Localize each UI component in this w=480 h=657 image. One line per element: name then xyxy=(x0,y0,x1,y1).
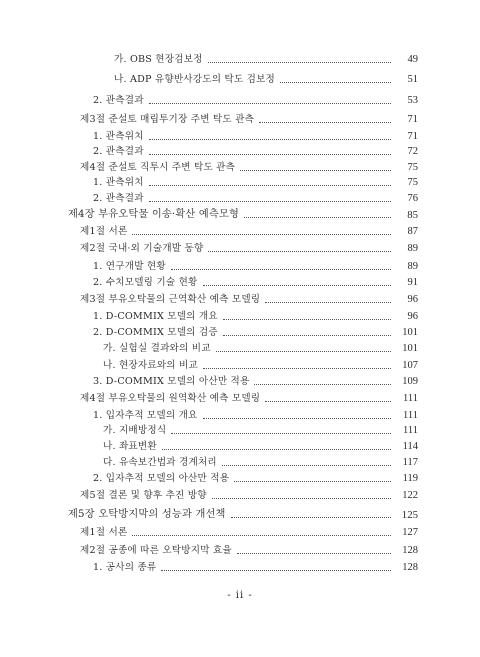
toc-entry xyxy=(93,307,418,323)
toc-entry-label: 1. 공사의 종류 xyxy=(93,562,157,573)
toc-leader-dots xyxy=(265,401,391,402)
toc-entry xyxy=(80,541,418,557)
toc-entry xyxy=(80,222,418,238)
toc-entry-page: 89 xyxy=(407,261,418,272)
toc-entry-page: 114 xyxy=(402,441,418,452)
toc-leader-dots xyxy=(223,335,391,336)
toc-entry-page: 117 xyxy=(402,457,418,468)
toc-entry-page: 71 xyxy=(407,131,418,142)
toc-entry-page: 125 xyxy=(401,509,418,521)
toc-entry-label: 다. 유속보간법과 경계처리 xyxy=(103,457,217,468)
toc-entry-page: 96 xyxy=(407,294,418,305)
toc-entry xyxy=(80,486,418,502)
toc-entry-label: 제3절 준설토 매립투기장 주변 탁도 관측 xyxy=(80,114,255,125)
toc-leader-dots xyxy=(149,201,391,202)
toc-entry-label: 1. 관측위치 xyxy=(93,131,144,142)
toc-entry xyxy=(80,523,418,539)
toc-entry xyxy=(93,323,418,339)
toc-entry-label: 제5절 결론 및 향후 추진 방향 xyxy=(80,490,207,501)
toc-entry xyxy=(93,127,418,143)
toc-entry-page: 51 xyxy=(407,74,418,85)
toc-entry-label: 2. 관측결과 xyxy=(93,193,144,204)
toc-entry-page: 76 xyxy=(407,193,418,204)
toc-entry-label: 가. 지배방정식 xyxy=(103,425,167,436)
toc-entry-page: 91 xyxy=(407,277,418,288)
toc-entry-label: 2. 관측결과 xyxy=(93,95,144,106)
toc-entry-page: 75 xyxy=(407,177,418,188)
toc-entry xyxy=(80,290,418,306)
toc-entry-page: 96 xyxy=(407,311,418,322)
toc-leader-dots xyxy=(149,154,391,155)
toc-leader-dots xyxy=(231,517,391,518)
toc-entry-page: 128 xyxy=(402,562,418,573)
toc-entry-label: 제4절 부유오탁물의 원역확산 예측 모델링 xyxy=(80,393,261,404)
toc-entry-label: 제1절 서론 xyxy=(80,226,128,237)
toc-leader-dots xyxy=(208,251,391,252)
toc-entry-page: 49 xyxy=(407,54,418,65)
toc-entry xyxy=(93,406,418,422)
toc-entry xyxy=(80,158,418,174)
toc-leader-dots xyxy=(203,368,391,369)
toc-leader-dots xyxy=(161,570,391,571)
toc-entry-label: 제4절 준설토 직투시 주변 탁도 관측 xyxy=(80,162,236,173)
toc-entry-label: 나. 좌표변환 xyxy=(103,441,157,452)
toc-entry-label: 나. ADP 유향반사강도의 탁도 검보정 xyxy=(114,74,276,85)
toc-leader-dots xyxy=(208,62,391,63)
toc-entry-page: 109 xyxy=(402,376,418,387)
toc-entry-page: 119 xyxy=(402,473,418,484)
toc-entry-label: 1. 관측위치 xyxy=(93,177,144,188)
toc-entry xyxy=(93,173,418,189)
toc-entry-label: 제3절 부유오탁물의 근역확산 예측 모델링 xyxy=(80,294,261,305)
toc-chapter-entry xyxy=(68,205,418,221)
toc-entry-label: 제4장 부유오탁물 이송·확산 예측모형 xyxy=(68,209,240,220)
toc-leader-dots xyxy=(162,449,391,450)
toc-leader-dots xyxy=(223,319,391,320)
toc-leader-dots xyxy=(240,170,391,171)
toc-entry-page: 87 xyxy=(407,226,418,237)
toc-entry xyxy=(93,469,418,485)
toc-entry-label: 2. 수치모델링 기술 현황 xyxy=(93,277,198,288)
toc-entry-page: 71 xyxy=(407,114,418,125)
toc-leader-dots xyxy=(203,418,391,419)
toc-leader-dots xyxy=(280,82,391,83)
toc-entry-label: 1. 입자추적 모델의 개요 xyxy=(93,410,198,421)
toc-entry-page: 53 xyxy=(407,95,418,106)
toc-entry-label: 제1절 서론 xyxy=(80,527,128,538)
toc-entry-label: 제2절 국내·외 기술개발 동향 xyxy=(80,243,204,254)
toc-entry xyxy=(93,372,418,388)
toc-entry xyxy=(80,110,418,126)
toc-entry-page: 111 xyxy=(403,425,418,436)
toc-entry xyxy=(93,273,418,289)
toc-leader-dots xyxy=(222,465,391,466)
toc-entry-page: 128 xyxy=(402,545,418,556)
toc-entry-label: 가. OBS 현장검보정 xyxy=(114,54,203,65)
page-number: - ii - xyxy=(227,590,253,601)
toc-entry-label: 2. 입자추적 모델의 아산만 적용 xyxy=(93,473,230,484)
toc-leader-dots xyxy=(149,139,391,140)
toc-entry-label: 2. 관측결과 xyxy=(93,146,144,157)
toc-leader-dots xyxy=(234,481,391,482)
toc-entry xyxy=(93,257,418,273)
toc-entry xyxy=(114,50,418,66)
toc-entry-label: 1. 연구개발 현황 xyxy=(93,261,166,272)
toc-leader-dots xyxy=(244,217,391,218)
toc-entry xyxy=(103,421,418,437)
toc-entry-page: 111 xyxy=(403,393,418,404)
toc-leader-dots xyxy=(216,351,391,352)
toc-entry-label: 제5장 오탁방지막의 성능과 개선책 xyxy=(68,509,226,520)
toc-entry xyxy=(103,437,418,453)
toc-entry-label: 나. 현장자료와의 비교 xyxy=(103,360,198,371)
toc-leader-dots xyxy=(149,103,391,104)
toc-entry-page: 85 xyxy=(407,209,418,221)
toc-entry-page: 101 xyxy=(402,327,418,338)
toc-chapter-entry xyxy=(68,505,418,521)
toc-entry xyxy=(80,389,418,405)
toc-entry-page: 89 xyxy=(407,243,418,254)
toc-leader-dots xyxy=(212,498,391,499)
toc-entry xyxy=(103,356,418,372)
toc-entry-page: 107 xyxy=(402,360,418,371)
toc-leader-dots xyxy=(203,285,391,286)
toc-leader-dots xyxy=(171,433,391,434)
toc-entry xyxy=(93,558,418,574)
toc-entry xyxy=(93,91,418,107)
toc-entry xyxy=(103,339,418,355)
toc-entry xyxy=(103,453,418,469)
toc-leader-dots xyxy=(132,234,391,235)
toc-leader-dots xyxy=(171,269,391,270)
toc-entry-label: 제2절 공종에 따른 오탁방지막 효율 xyxy=(80,545,232,556)
toc-entry-page: 122 xyxy=(402,490,418,501)
toc-entry-label: 2. D-COMMIX 모델의 검증 xyxy=(93,327,218,338)
toc-entry-label: 1. D-COMMIX 모델의 개요 xyxy=(93,311,218,322)
toc-entry xyxy=(93,142,418,158)
toc-leader-dots xyxy=(149,185,391,186)
toc-entry-page: 127 xyxy=(402,527,418,538)
toc-leader-dots xyxy=(132,535,391,536)
toc-entry-label: 가. 실험실 결과와의 비교 xyxy=(103,343,211,354)
toc-entry xyxy=(80,239,418,255)
toc-leader-dots xyxy=(259,122,391,123)
toc-entry-page: 101 xyxy=(402,343,418,354)
toc-leader-dots xyxy=(265,302,391,303)
toc-entry-label: 3. D-COMMIX 모델의 아산만 적용 xyxy=(93,376,250,387)
toc-entry xyxy=(93,189,418,205)
toc-leader-dots xyxy=(254,384,391,385)
toc-entry-page: 72 xyxy=(407,146,418,157)
toc-entry-page: 111 xyxy=(403,410,418,421)
toc-leader-dots xyxy=(237,553,391,554)
toc-entry-page: 75 xyxy=(407,162,418,173)
toc-entry xyxy=(114,70,418,86)
